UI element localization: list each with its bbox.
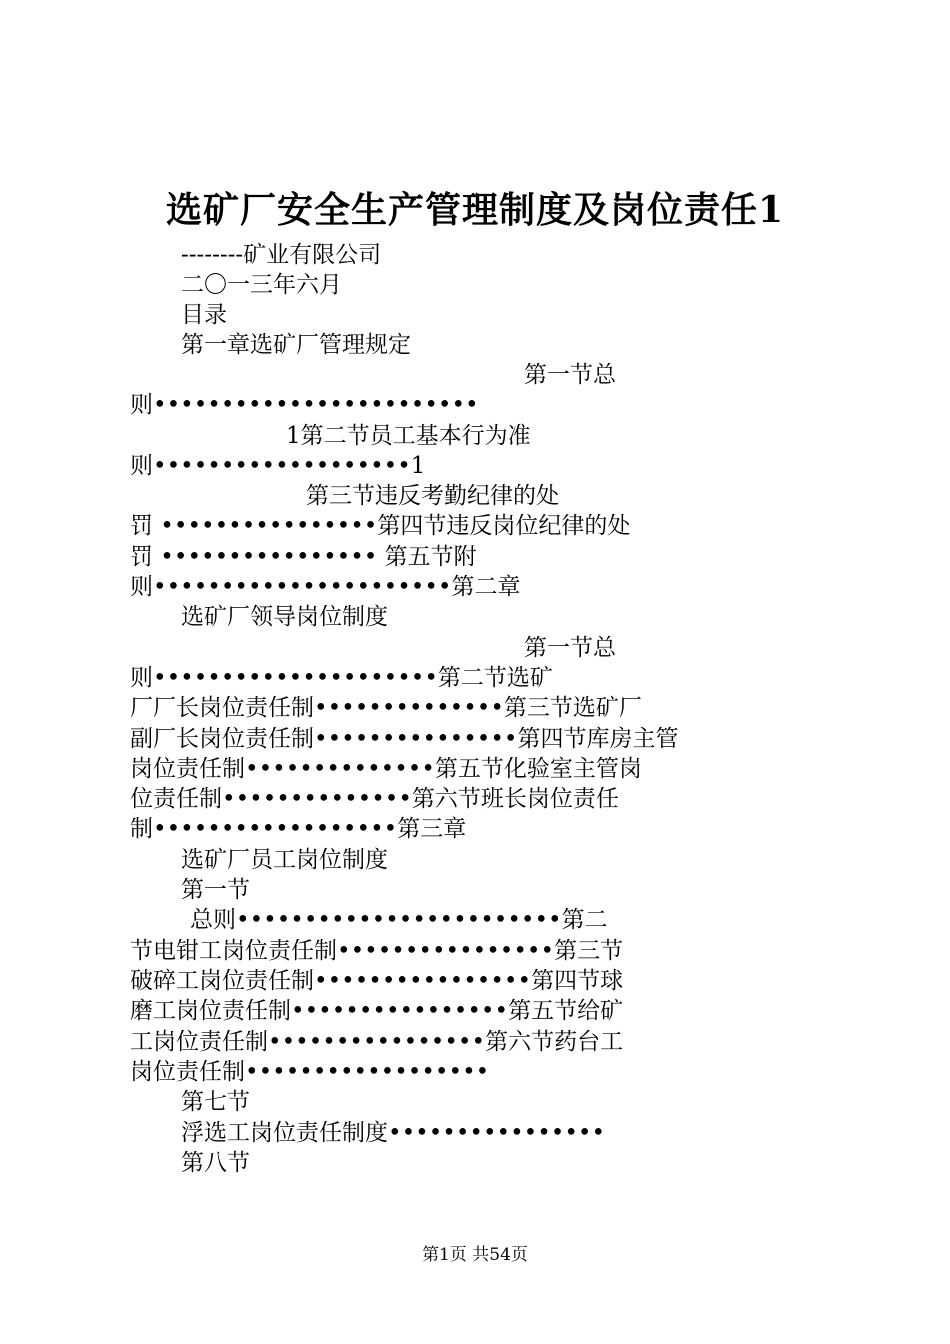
toc-line: 第七节: [181, 1089, 250, 1115]
toc-line: 第八节: [181, 1150, 250, 1176]
page-footer: 第1页 共54页: [422, 1245, 528, 1265]
toc-line: 第一节: [181, 877, 250, 903]
toc-line: 则•••••••••••••••••••1: [130, 453, 426, 479]
toc-line: 位责任制••••••••••••••第六节班长岗位责任: [130, 786, 619, 812]
toc-line: 则••••••••••••••••••••••••: [130, 392, 479, 418]
toc-line: 第一章选矿厂管理规定: [181, 332, 411, 358]
toc-heading: 目录: [181, 302, 227, 328]
toc-line: 则•••••••••••••••••••••第二节选矿: [130, 665, 553, 691]
toc-line: 则••••••••••••••••••••••第二章: [130, 574, 521, 600]
toc-line: 总则••••••••••••••••••••••••第二: [190, 907, 608, 933]
toc-line: 第三节违反考勤纪律的处: [306, 483, 559, 509]
date-line: 二〇一三年六月: [181, 272, 342, 298]
toc-line: 制••••••••••••••••••第三章: [130, 816, 467, 842]
toc-line: 选矿厂员工岗位制度: [181, 847, 388, 873]
toc-line: 选矿厂领导岗位制度: [181, 604, 388, 630]
toc-line: 浮选工岗位责任制度••••••••••••••••: [181, 1120, 606, 1146]
toc-line: 1第二节员工基本行为准: [286, 423, 531, 449]
toc-line: 岗位责任制••••••••••••••第五节化验室主管岗: [130, 756, 642, 782]
toc-line: 岗位责任制••••••••••••••••••: [130, 1059, 490, 1085]
company-line: --------矿业有限公司: [181, 242, 382, 268]
toc-line: 第一节总: [524, 362, 616, 388]
toc-line: 破碎工岗位责任制••••••••••••••••第四节球: [130, 968, 624, 994]
toc-line: 厂厂长岗位责任制••••••••••••••第三节选矿厂: [130, 695, 642, 721]
toc-line: 罚 •••••••••••••••• 第五节附: [130, 544, 477, 570]
toc-line: 第一节总: [524, 635, 616, 661]
toc-line: 副厂长岗位责任制•••••••••••••••第四节库房主管: [130, 726, 679, 752]
document-title: 选矿厂安全生产管理制度及岗位责任1: [165, 189, 785, 231]
toc-line: 罚 ••••••••••••••••第四节违反岗位纪律的处: [130, 513, 631, 539]
toc-line: 节电钳工岗位责任制••••••••••••••••第三节: [130, 938, 624, 964]
toc-line: 工岗位责任制••••••••••••••••第六节药台工: [130, 1029, 624, 1055]
toc-line: 磨工岗位责任制••••••••••••••••第五节给矿: [130, 998, 624, 1024]
